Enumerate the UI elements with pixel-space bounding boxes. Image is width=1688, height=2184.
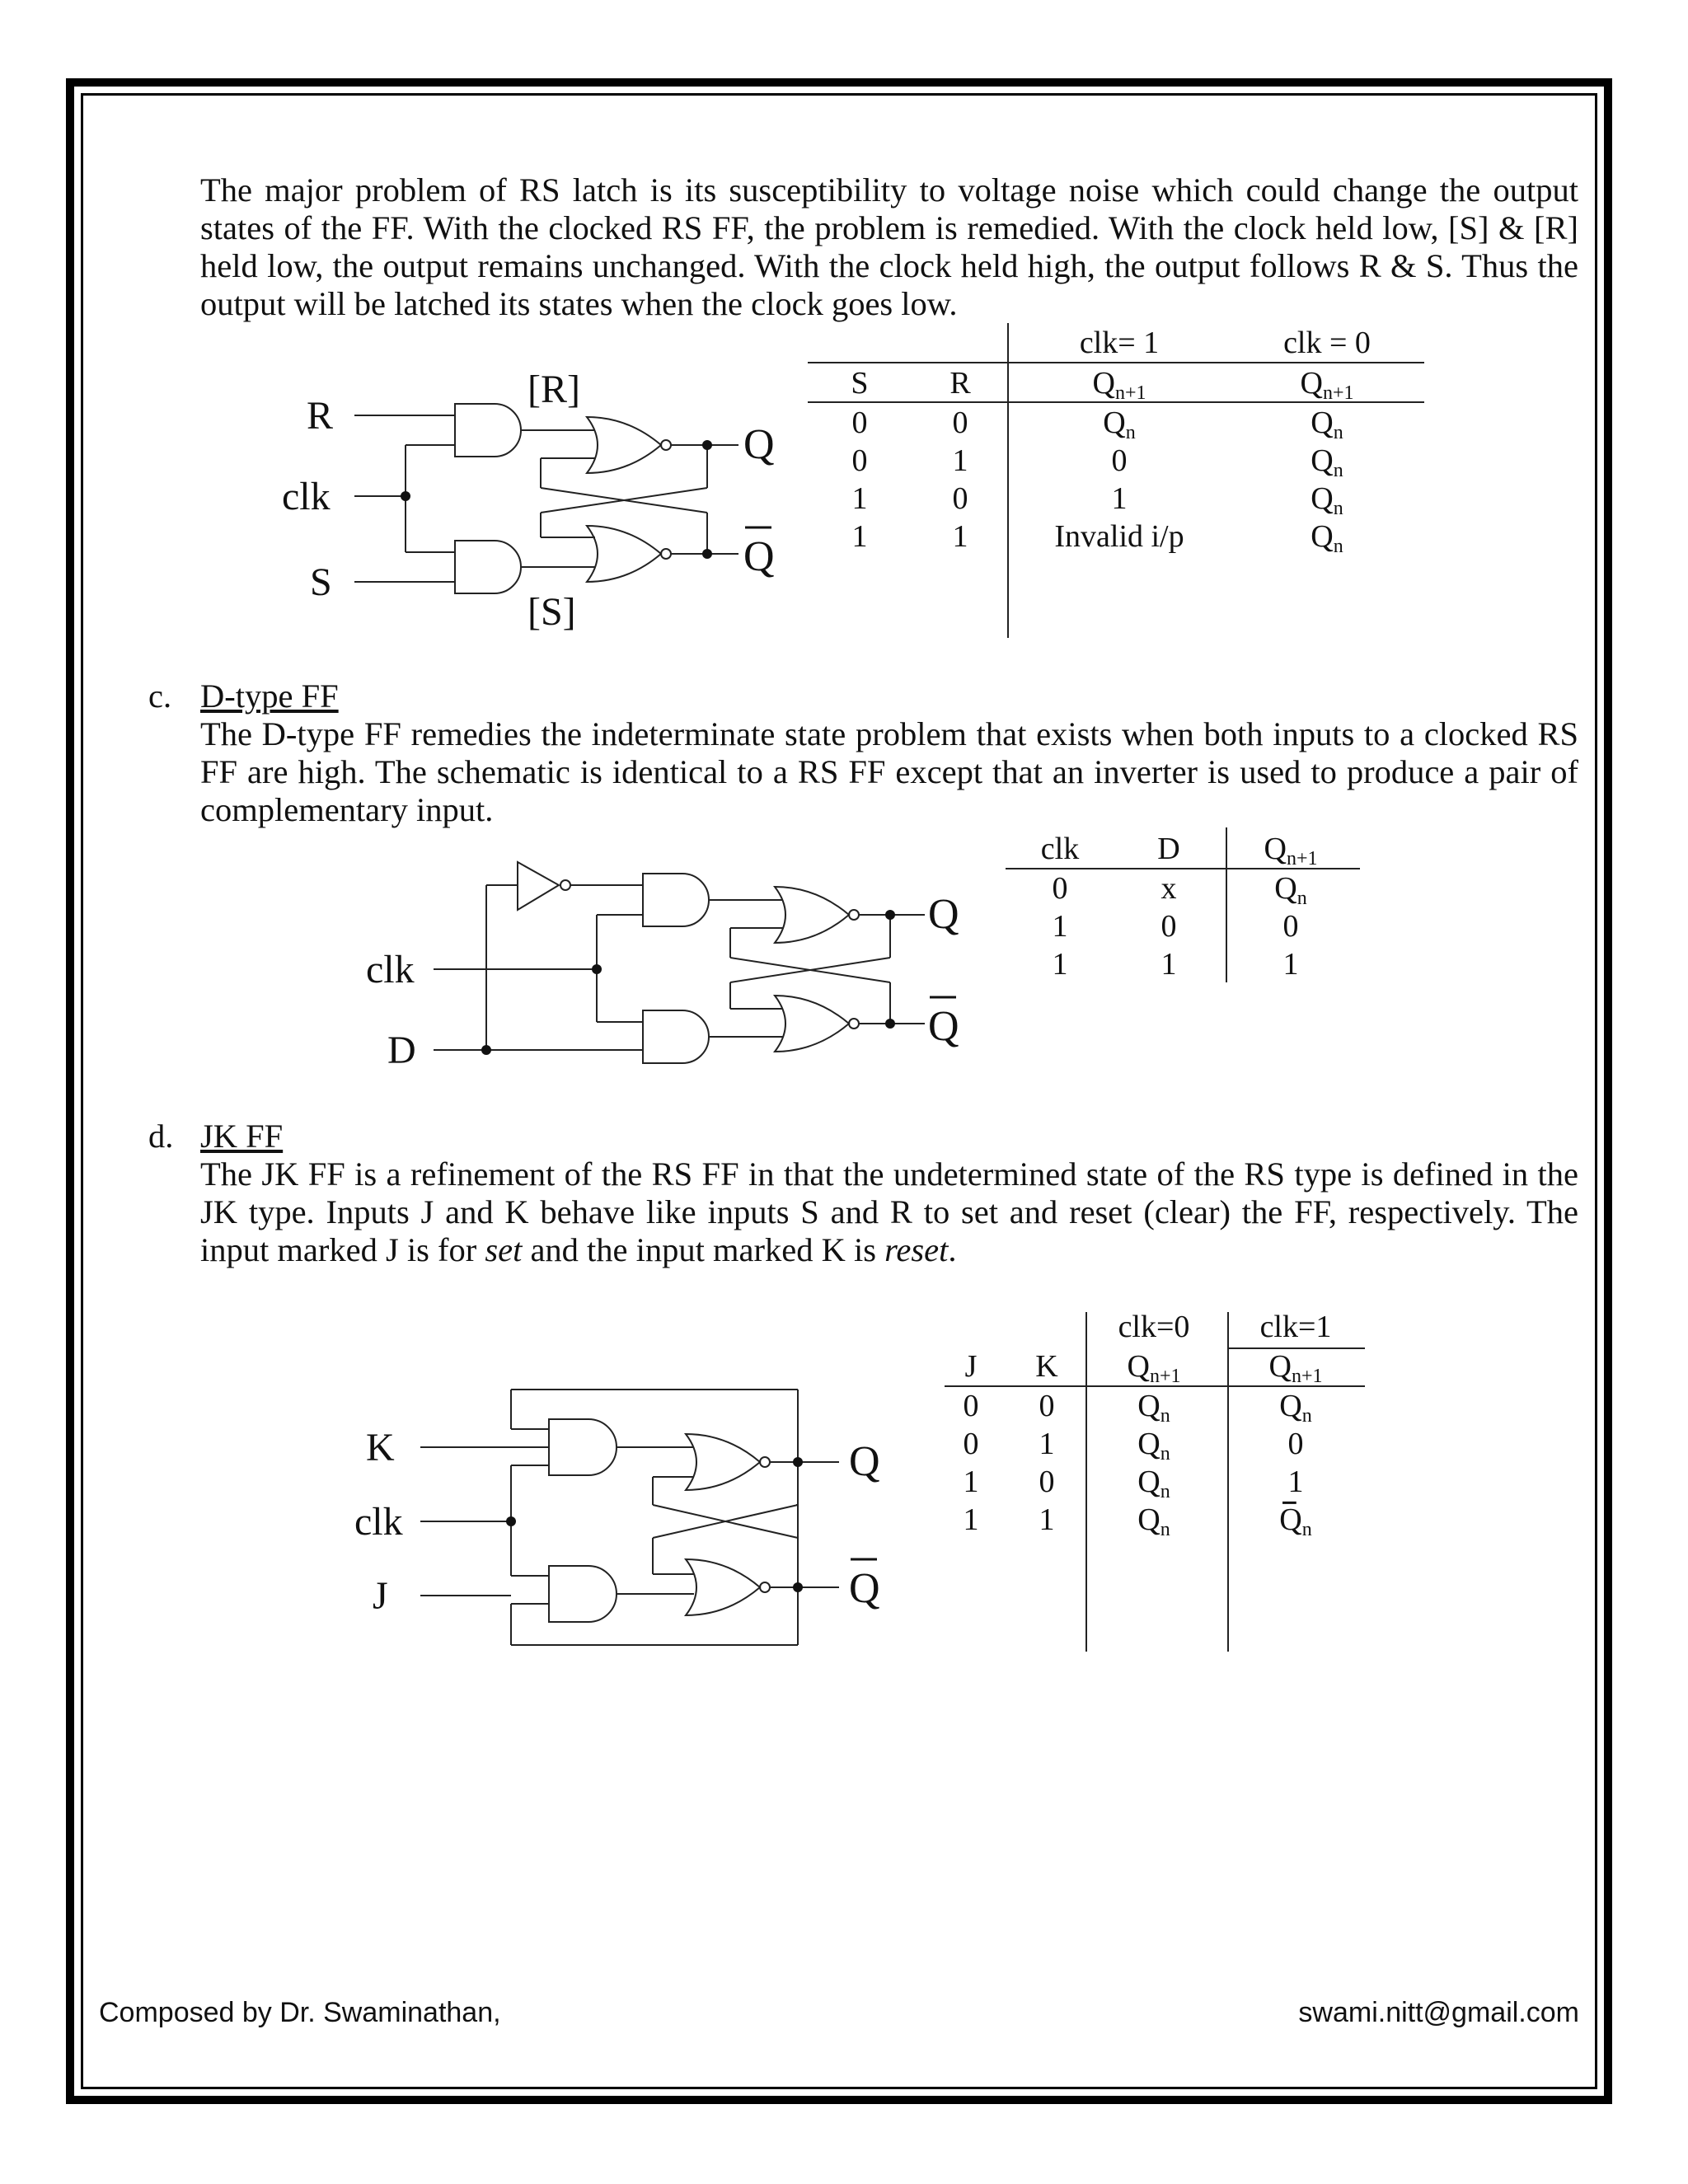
d-table-cell: 1 — [1160, 947, 1177, 982]
section-d-title: JK FF — [200, 1118, 284, 1155]
jk-group-header-clk0: clk=0 — [1118, 1310, 1190, 1344]
section-d-reset-word: reset — [884, 1231, 949, 1268]
rs-table-cell: Qn — [1103, 405, 1136, 443]
jk-input-clk: clk — [354, 1500, 403, 1544]
d-table-cell: 0 — [1160, 909, 1177, 944]
section-d-letter: d. — [148, 1118, 174, 1155]
d-table-col-header: Qn+1 — [1264, 832, 1318, 869]
jk-table-cell: 1 — [1039, 1427, 1055, 1461]
intro-paragraph: The major problem of RS latch is its susceptibility to voltage noise which could change the output states of the FF. With the clocked RS FF, the problem is remedied. With the clock held low, [S] & [R] held low, the output remains unchanged. With the clock held high, the output follows R & S. Thus the output will be latched its states when the clock goes low. — [200, 171, 1578, 322]
jk-output-qbar: Q — [849, 1565, 880, 1612]
rs-output-qbar: Q — [743, 533, 775, 580]
rs-table-cell: 1 — [952, 519, 968, 554]
rs-table-col-header: R — [950, 366, 971, 401]
rs-group-header-clk1: clk= 1 — [1079, 326, 1160, 360]
section-d-text-1: The JK FF is a refinement of the RS FF in that the undetermined state of the RS type is defined in the JK type. Inputs J and K behave like inputs S and R to set and reset (clear) the FF, respectively. The input marked J is for — [200, 1155, 1578, 1268]
d-table-col-header: D — [1157, 832, 1180, 866]
rs-group-header-clk0: clk = 0 — [1283, 326, 1371, 360]
rs-table-cell: 0 — [851, 443, 868, 478]
jk-table-cell: 0 — [963, 1427, 979, 1461]
d-table-col-header: clk — [1040, 832, 1080, 866]
jk-table-cell: Qn — [1137, 1427, 1170, 1465]
section-c-title: D-type FF — [200, 677, 339, 715]
jk-table-cell: Qn — [1279, 1389, 1312, 1427]
jk-table-cell: Qn — [1137, 1502, 1170, 1540]
rs-table-col-header: Qn+1 — [1092, 366, 1146, 404]
jk-table-cell: 0 — [963, 1389, 979, 1423]
rs-table-cell: 1 — [1111, 481, 1128, 516]
jk-table-cell: 1 — [1039, 1502, 1055, 1537]
rs-table-cell: Qn — [1311, 481, 1343, 519]
d-output-q: Q — [928, 891, 959, 938]
footer-author: Composed by Dr. Swaminathan, — [99, 1997, 501, 2028]
section-d-text-3: . — [948, 1231, 957, 1268]
rs-table-col-header: S — [851, 366, 869, 401]
rs-table-cell: 0 — [952, 405, 968, 440]
jk-table-col-header: Qn+1 — [1268, 1349, 1323, 1387]
section-d-set-word: set — [485, 1231, 523, 1268]
jk-input-j: J — [373, 1574, 388, 1618]
d-input-d: D — [387, 1029, 416, 1072]
jk-input-k: K — [366, 1426, 395, 1469]
jk-table-cell: 0 — [1039, 1465, 1055, 1499]
rs-input-clk: clk — [282, 475, 331, 518]
jk-group-header-clk1: clk=1 — [1259, 1310, 1332, 1344]
jk-table-cell: 0 — [1287, 1427, 1304, 1461]
rs-output-q: Q — [743, 421, 775, 468]
rs-table-cell: 1 — [851, 519, 868, 554]
d-table-cell: x — [1160, 871, 1177, 906]
rs-input-r: R — [307, 394, 334, 438]
rs-table-cell: Invalid i/p — [1054, 519, 1184, 554]
section-d-text-2: and the input marked K is — [522, 1231, 885, 1268]
d-table-cell: 0 — [1052, 871, 1068, 906]
jk-table-col-header: K — [1035, 1349, 1058, 1384]
d-output-qbar: Q — [928, 1003, 959, 1050]
rs-input-s: S — [310, 560, 332, 604]
jk-table-cell: 0 — [1039, 1389, 1055, 1423]
rs-table-cell: 1 — [851, 481, 868, 516]
d-table-cell: 0 — [1282, 909, 1299, 944]
jk-table-cell: Qn — [1137, 1465, 1170, 1502]
jk-output-q: Q — [849, 1438, 880, 1485]
rs-table-cell: Qn — [1311, 443, 1343, 481]
jk-table-cell: 1 — [1287, 1465, 1304, 1499]
rs-table-cell: 1 — [952, 443, 968, 478]
rs-table-cell: 0 — [851, 405, 868, 440]
footer-email[interactable]: swami.nitt@gmail.com — [1298, 1997, 1579, 2028]
section-c-paragraph: The D-type FF remedies the indeterminate state problem that exists when both inputs to a clocked RS FF are high. The schematic is identical to a RS FF except that an inverter is used to produce a pair of complementary input. — [200, 715, 1578, 828]
jk-table-cell: 1 — [963, 1465, 979, 1499]
d-input-clk: clk — [366, 948, 415, 991]
rs-label-r: [R] — [528, 368, 580, 411]
d-table-cell: Qn — [1274, 871, 1307, 909]
rs-table-cell: Qn — [1311, 519, 1343, 557]
rs-table-cell: 0 — [952, 481, 968, 516]
jk-table-col-header: Qn+1 — [1127, 1349, 1181, 1387]
d-table-cell: 1 — [1052, 947, 1068, 982]
jk-table-col-header: J — [964, 1349, 978, 1384]
rs-table-col-header: Qn+1 — [1300, 366, 1354, 404]
rs-table-cell: Qn — [1311, 405, 1343, 443]
rs-table-cell: 0 — [1111, 443, 1128, 478]
d-table-cell: 1 — [1282, 947, 1299, 982]
jk-table-cell: Qn — [1279, 1502, 1312, 1540]
section-c-letter: c. — [148, 677, 172, 715]
jk-table-cell: Qn — [1137, 1389, 1170, 1427]
rs-label-s: [S] — [528, 590, 576, 634]
d-table-cell: 1 — [1052, 909, 1068, 944]
jk-table-cell: 1 — [963, 1502, 979, 1537]
